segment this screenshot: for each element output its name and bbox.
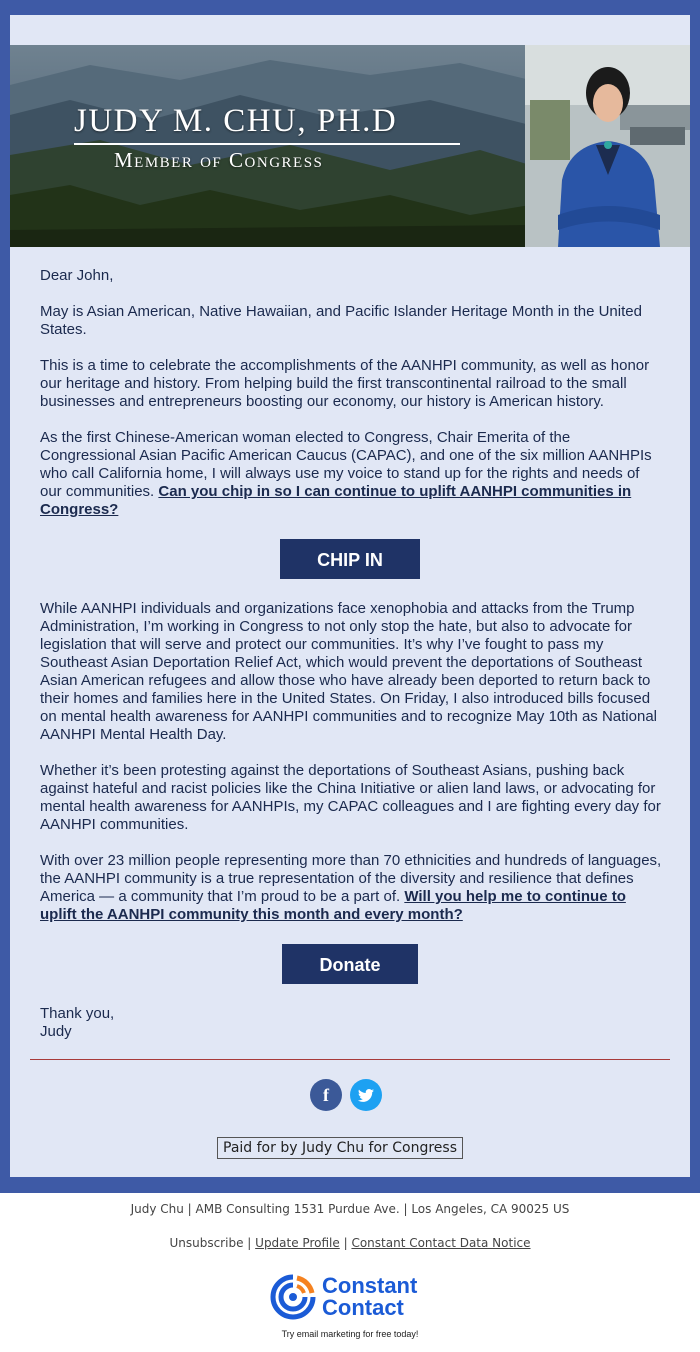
banner-rule [74,143,460,145]
banner-name: JUDY M. CHU, PH.D [74,103,398,139]
signature: Judy [40,1023,72,1040]
paragraph-first-woman-text: As the first Chinese-American woman elected to Congress, Chair Emerita of the Congressional Asian Pacific American Caucus (CAPAC), and one of the six million AANHPIs who call California home, I will always use my voice to stand up for the rights and needs of our communities. [40,429,652,500]
paragraph-diversity [40,852,665,924]
paid-for-disclaimer: Paid for by Judy Chu for Congress [217,1137,463,1159]
constant-contact-brand[interactable] [322,1275,417,1319]
chip-in-link[interactable]: Can you chip in so I can continue to uplift AANHPI communities in Congress? [40,483,632,518]
facebook-icon[interactable]: f [310,1079,342,1111]
footer-address: Judy Chu | AMB Consulting 1531 Purdue Ave. | Los Angeles, CA 90025 US [130,1202,570,1216]
banner-subtitle: Member of Congress [114,148,324,172]
mountain-landscape-image [10,45,690,247]
footer-separator: | [343,1236,348,1250]
footer-separator: | [247,1236,252,1250]
data-notice-link[interactable]: Constant Contact Data Notice [351,1236,531,1250]
signoff: Thank you, [40,1005,115,1022]
constant-contact-logo-icon[interactable] [270,1274,316,1320]
twitter-icon[interactable] [350,1079,382,1111]
paragraph-xenophobia: While AANHPI individuals and organizations face xenophobia and attacks from the Trump Administration, I’m working in Congress to not only stop the hate, but also to advocate for legislation that will serve and protect our communities. It’s why I’ve fought to pass my Southeast Asian Deportation Relief Act, which would prevent the deportations of Southeast Asian American refugees and allow those who have already been deported to return back to their homes and families here in the United States. On Friday, I also introduced bills focused on mental health awareness for AANHPI communities and to recognize May 10th as National AANHPI Mental Health Day. [40,600,657,743]
paragraph-first-woman [40,429,665,519]
constant-contact-tagline[interactable]: Try email marketing for free today! [281,1329,419,1339]
footer-links [0,1236,700,1250]
brand-line-2: Contact [322,1295,404,1320]
chip-in-button[interactable]: CHIP IN [280,539,420,579]
paragraph-heritage-month: May is Asian American, Native Hawaiian, and Pacific Islander Heritage Month in the United States. [40,303,642,338]
paragraph-celebrate: This is a time to celebrate the accomplishments of the AANHPI community, as well as honor our heritage and history. From helping build the first transcontinental railroad to the small businesses and entrepreneurs boosting our economy, our history is American history. [40,357,650,410]
brand-line-1: Constant [322,1273,418,1298]
footer-divider [30,1059,670,1060]
unsubscribe-link[interactable]: Unsubscribe [169,1236,244,1250]
email-card [10,15,690,1177]
help-continue-link[interactable]: Will you help me to continue to uplift the AANHPI community this month and every month? [40,888,626,923]
greeting: Dear John, [40,267,114,284]
update-profile-link[interactable]: Update Profile [255,1236,340,1250]
donate-button[interactable]: Donate [282,944,418,984]
paragraph-diversity-text: With over 23 million people representing more than 70 ethnicities and hundreds of languages, the AANHPI community is a true representation of the diversity and resilience that defines America — a community that I’m proud to be a part of. [40,852,662,905]
twitter-bird-glyph [350,1079,382,1111]
header-banner [10,45,690,247]
paragraph-protesting: Whether it’s been protesting against the deportations of Southeast Asians, pushing back against hateful and racist policies like the China Initiative or alien land laws, or advocating for mental health awareness for AANHPIs, my CAPAC colleagues and I are fighting every day for AANHPI communities. [40,762,661,833]
